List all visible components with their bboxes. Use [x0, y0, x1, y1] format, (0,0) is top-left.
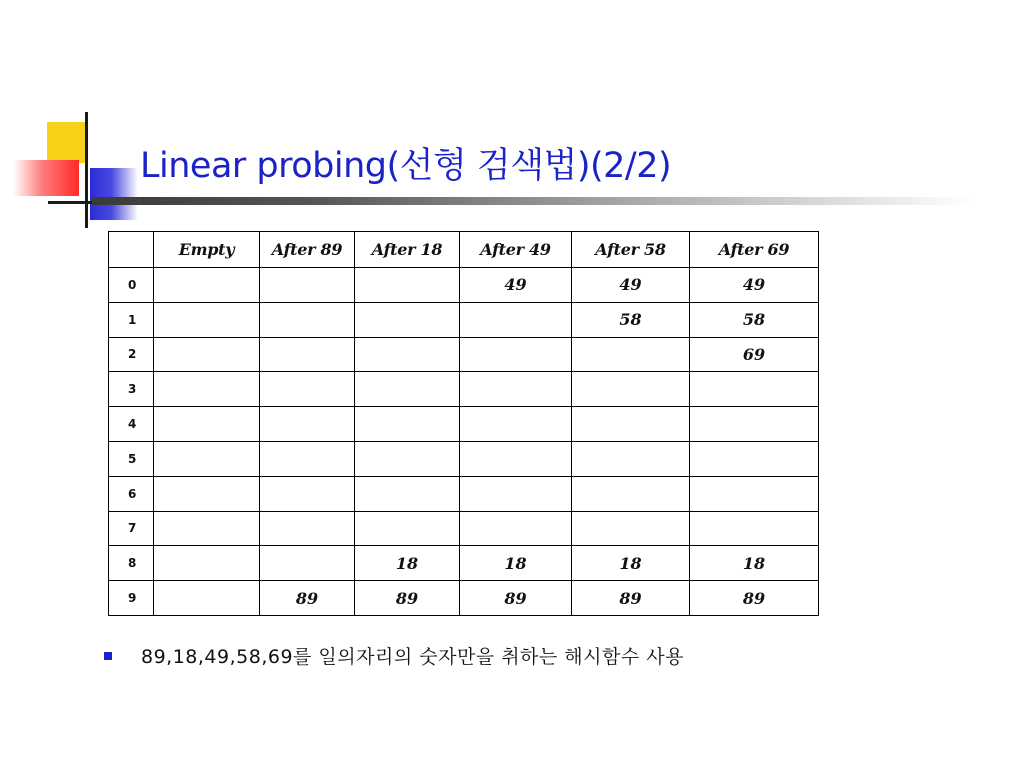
- hash-table-diagram: [108, 231, 819, 616]
- table-row: [109, 476, 819, 511]
- table-cell: [690, 511, 819, 546]
- row-index: 0: [109, 268, 154, 303]
- table-cell: [355, 511, 460, 546]
- row-index: 2: [109, 337, 154, 372]
- table-cell: [154, 441, 260, 476]
- title-underline: [92, 197, 972, 205]
- table-cell: [690, 407, 819, 442]
- table-cell: [355, 337, 460, 372]
- table-cell: [260, 337, 355, 372]
- table-cell: [260, 476, 355, 511]
- table-cell: 18: [460, 546, 572, 581]
- table-row: [109, 407, 819, 442]
- table-cell: [154, 337, 260, 372]
- row-index: 6: [109, 476, 154, 511]
- table-cell: 49: [460, 268, 572, 303]
- table-cell: [460, 302, 572, 337]
- decor-vertical-line: [85, 112, 88, 228]
- table-cell: 89: [355, 581, 460, 616]
- table-cell: [355, 302, 460, 337]
- table-cell: [572, 337, 690, 372]
- table-cell: [572, 372, 690, 407]
- table-cell: [572, 407, 690, 442]
- table-cell: [154, 268, 260, 303]
- table-cell: 49: [690, 268, 819, 303]
- row-index: 7: [109, 511, 154, 546]
- table-header-row: [109, 232, 819, 268]
- table-cell: [355, 407, 460, 442]
- table-row: [109, 511, 819, 546]
- bullet-item: [104, 642, 684, 669]
- row-index: 1: [109, 302, 154, 337]
- table-row: [109, 268, 819, 303]
- column-header: After 49: [460, 232, 572, 268]
- row-index: 5: [109, 441, 154, 476]
- slide-title: Linear probing(선형 검색법)(2/2): [140, 146, 672, 186]
- table-cell: [154, 511, 260, 546]
- column-header: After 69: [690, 232, 819, 268]
- table-cell: 49: [572, 268, 690, 303]
- table-cell: [460, 441, 572, 476]
- table-cell: [460, 372, 572, 407]
- table-cell: 18: [690, 546, 819, 581]
- table-cell: 58: [572, 302, 690, 337]
- row-index: 4: [109, 407, 154, 442]
- table-cell: [355, 268, 460, 303]
- table-cell: [260, 441, 355, 476]
- table-cell: [260, 372, 355, 407]
- table-cell: [572, 441, 690, 476]
- bullet-square-icon: [104, 652, 112, 660]
- table-cell: 89: [260, 581, 355, 616]
- table-cell: [460, 511, 572, 546]
- table-cell: 58: [690, 302, 819, 337]
- table-row: [109, 441, 819, 476]
- table-cell: [154, 581, 260, 616]
- table-row: [109, 337, 819, 372]
- column-header: After 58: [572, 232, 690, 268]
- table-cell: [260, 546, 355, 581]
- table-cell: [154, 476, 260, 511]
- table-cell: [460, 476, 572, 511]
- table-cell: 18: [355, 546, 460, 581]
- table-cell: [355, 441, 460, 476]
- column-header: Empty: [154, 232, 260, 268]
- table-row: [109, 581, 819, 616]
- table-cell: [572, 511, 690, 546]
- table-cell: [690, 441, 819, 476]
- table-cell: [260, 407, 355, 442]
- table-cell: [260, 268, 355, 303]
- table-cell: [690, 476, 819, 511]
- decor-red-bar: [13, 160, 79, 196]
- table-cell: [572, 476, 690, 511]
- table-cell: 89: [460, 581, 572, 616]
- row-index: 8: [109, 546, 154, 581]
- table-cell: [355, 476, 460, 511]
- table-row: [109, 546, 819, 581]
- table-cell: [260, 302, 355, 337]
- column-header: After 89: [260, 232, 355, 268]
- bullet-text: 89,18,49,58,69를 일의자리의 숫자만을 취하는 해시함수 사용: [141, 646, 684, 668]
- table-row: [109, 302, 819, 337]
- table-cell: [154, 372, 260, 407]
- table-cell: [690, 372, 819, 407]
- column-header: After 18: [355, 232, 460, 268]
- table-cell: 69: [690, 337, 819, 372]
- row-index: 9: [109, 581, 154, 616]
- table-cell: [260, 511, 355, 546]
- table-cell: 89: [572, 581, 690, 616]
- table-cell: [355, 372, 460, 407]
- row-index: 3: [109, 372, 154, 407]
- table-row: [109, 372, 819, 407]
- table-cell: 18: [572, 546, 690, 581]
- decor-yellow-square: [47, 122, 88, 163]
- decor-blue-square: [90, 168, 138, 220]
- table-cell: 89: [690, 581, 819, 616]
- table-cell: [460, 407, 572, 442]
- table-cell: [460, 337, 572, 372]
- table-cell: [154, 546, 260, 581]
- table-cell: [154, 302, 260, 337]
- column-header: [109, 232, 154, 268]
- table-cell: [154, 407, 260, 442]
